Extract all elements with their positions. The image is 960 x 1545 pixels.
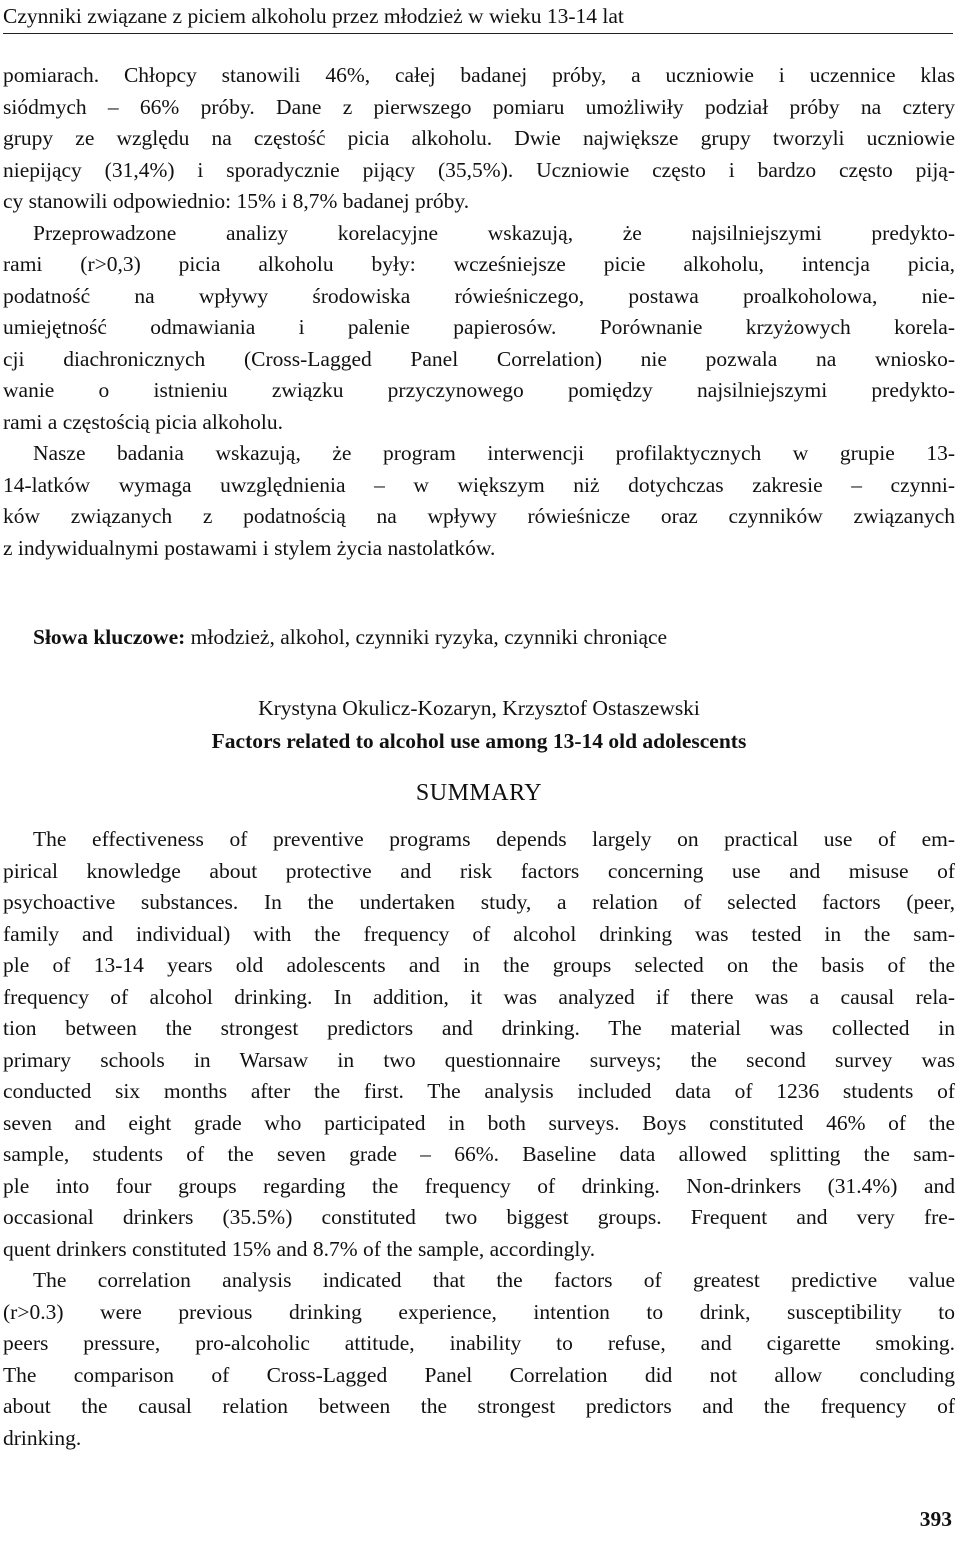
text-line: quent drinkers constituted 15% and 8.7% of the sample, accordingly. <box>3 1236 596 1261</box>
text-line: occasional drinkers (35.5%) constituted two biggest groups. Frequent and very fre- <box>3 1205 955 1229</box>
text-line: z indywidualnymi postawami i stylem życia nastolatków. <box>3 535 496 560</box>
keywords-label: Słowa kluczowe: <box>33 625 186 649</box>
text-line: rami a częstością picia alkoholu. <box>3 409 283 434</box>
text-line: family and individual) with the frequency of alcohol drinking was tested in the sam- <box>3 921 955 946</box>
text-line: primary schools in Warsaw in two questionnaire surveys; the second survey was <box>3 1047 955 1072</box>
text-line: cy stanowili odpowiednio: 15% i 8,7% badanej próby. <box>3 189 470 213</box>
text-line: ple into four groups regarding the frequency of drinking. Non-drinkers (31.4%) and <box>3 1173 955 1198</box>
text-line: umiejętność odmawiania i palenie papierosów. Porównanie krzyżowych korela- <box>3 315 955 339</box>
text-line: The comparison of Cross-Lagged Panel Correlation did not allow concluding <box>3 1362 955 1387</box>
text-line: frequency of alcohol drinking. In addition, it was analyzed if there was a causal rela- <box>3 984 955 1009</box>
text-line: Przeprowadzone analizy korelacyjne wskazują, że najsilniejszymi predykto- <box>33 220 955 245</box>
text-line: drinking. <box>3 1425 82 1450</box>
text-line: wanie o istnieniu związku przyczynowego pomiędzy najsilniejszymi predykto- <box>3 378 955 402</box>
text-line: 14-latków wymaga uwzględnienia – w większym niż dotychczas zakresie – czynni- <box>3 472 955 497</box>
text-line: psychoactive substances. In the undertaken study, a relation of selected factors (peer, <box>3 890 955 914</box>
text-line: Nasze badania wskazują, że program interwencji profilaktycznych w grupie 13- <box>33 441 955 465</box>
text-line: rami (r>0,3) picia alkoholu były: wcześniejsze picie alkoholu, intencja picia, <box>3 252 955 276</box>
polish-text-block <box>3 60 955 564</box>
text-line: tion between the strongest predictors and drinking. The material was collected in <box>3 1016 955 1040</box>
english-title-line: Factors related to alcohol use among 13-14 old adolescents <box>211 729 747 753</box>
text-line: about the causal relation between the strongest predictors and the frequency of <box>3 1394 955 1418</box>
authors-line: Krystyna Okulicz-Kozaryn, Krzysztof Ostaszewski <box>258 696 700 720</box>
text-line: siódmych – 66% próby. Dane z pierwszego pomiaru umożliwiły podział próby na cztery <box>3 94 955 119</box>
text-line: seven and eight grade who participated in both surveys. Boys constituted 46% of the <box>3 1110 955 1135</box>
text-line: pomiarach. Chłopcy stanowili 46%, całej badanej próby, a uczniowie i uczennice klas <box>3 63 955 87</box>
text-line: grupy ze względu na częstość picia alkoholu. Dwie największe grupy tworzyli uczniowie <box>3 126 955 150</box>
text-line: cji diachronicznych (Cross-Lagged Panel Correlation) nie pozwala na wniosko- <box>3 346 955 371</box>
text-line: ków związanych z podatnością na wpływy rówieśnicze oraz czynników związanych <box>3 504 955 528</box>
text-line: conducted six months after the first. The analysis included data of 1236 students of <box>3 1079 955 1103</box>
summary-heading <box>3 778 955 810</box>
text-line: The correlation analysis indicated that the factors of greatest predictive value <box>33 1268 955 1292</box>
text-line: podatność na wpływy środowiska rówieśniczego, postawa proalkoholowa, nie- <box>3 283 955 308</box>
english-title <box>3 726 955 758</box>
text-line: peers pressure, pro-alcoholic attitude, inability to refuse, and cigarette smoking. <box>3 1331 955 1355</box>
keywords-text: młodzież, alkohol, czynniki ryzyka, czynniki chroniące <box>185 625 668 649</box>
running-header: Czynniki związane z piciem alkoholu przez młodzież w wieku 13-14 lat <box>3 4 953 34</box>
page-number: 393 <box>919 1507 952 1531</box>
text-line: ple of 13-14 years old adolescents and in the groups selected on the basis of the <box>3 953 955 977</box>
english-summary-block <box>3 824 955 1454</box>
keywords-line <box>33 622 933 654</box>
text-line: The effectiveness of preventive programs depends largely on practical use of em- <box>33 827 955 851</box>
text-line: pirical knowledge about protective and risk factors concerning use and misuse of <box>3 858 955 883</box>
text-line: (r>0.3) were previous drinking experience, intention to drink, susceptibility to <box>3 1299 955 1324</box>
summary-heading-text: SUMMARY <box>415 780 543 806</box>
text-line: niepijący (31,4%) i sporadycznie pijący (35,5%). Uczniowie często i bardzo często piją- <box>3 157 955 182</box>
text-line: sample, students of the seven grade – 66%. Baseline data allowed splitting the sam- <box>3 1142 955 1166</box>
authors <box>3 693 955 725</box>
